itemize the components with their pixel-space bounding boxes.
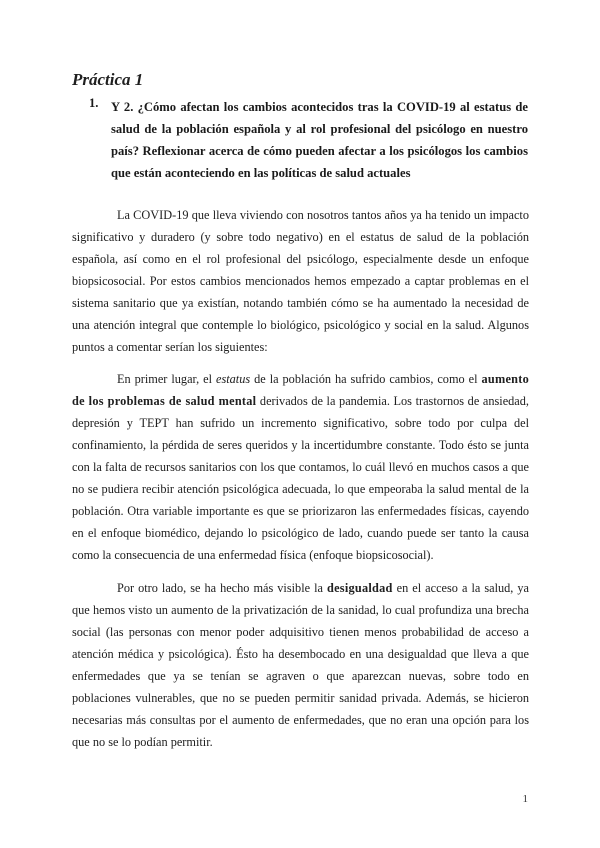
paragraph-health-status-block [72, 368, 529, 566]
paragraph-intro-block [72, 204, 529, 358]
bold-mental-health-increase: aumento de los problemas de salud mental [72, 372, 529, 408]
emphasis-estatus: estatus [216, 372, 251, 386]
page-number: 1 [522, 793, 528, 805]
paragraph-inequality-pre: Por otro lado, se ha hecho más visible la [117, 581, 327, 595]
page-title: Práctica 1 [72, 70, 144, 89]
paragraph-intro: La COVID-19 que lleva viviendo con nosotros tantos años ya ha tenido un impacto significativo y duradero (y sobre todo negativo) en el estatus de salud de la población española, así como en el rol profesional del psicólogo, especialmente desde un enfoque biopsicosocial. Por estos cambios mencionados hemos empezado a captar problemas en el sistema sanitario que ya existían, notando también cómo se ha aumentado la necesidad de una atención integral que contemple lo biológico, psicológico y social en la salud. Algunos puntos a comentar serían los siguientes: [72, 208, 529, 354]
paragraph-health-status-pre: En primer lugar, el [117, 372, 216, 386]
bold-inequality: desigualdad [327, 581, 393, 595]
question-item [89, 96, 528, 184]
paragraph-inequality-block [72, 577, 529, 753]
question-number: 1. [89, 96, 99, 110]
paragraph-health-status-post: derivados de la pandemia. Los trastornos de ansiedad, depresión y TEPT han sufrido un incremento significativo, sobre todo por culpa del confinamiento, la pérdida de seres queridos y la incertidumbre constante. Todo ésto se junta con la falta de recursos sanitarios con los que contamos, lo cuál llevó en muchos casos a que no se pudiera recibir atención psicológica adecuada, lo que empeoraba la salud mental de la población. Otra variable importante es que se priorizaron las enfermedades físicas, cayendo en el enfoque biomédico, dejando lo psicológico de lado, cuando puede ser tanto la causa como la consecuencia de una enfermedad física (enfoque biopsicosocial). [72, 394, 529, 562]
paragraph-health-status-mid: de la población ha sufrido cambios, como el [250, 372, 482, 386]
paragraph-inequality [72, 577, 529, 753]
paragraph-health-status [72, 368, 529, 566]
question-text: Y 2. ¿Cómo afectan los cambios acontecidos tras la COVID-19 al estatus de salud de la población española y al rol profesional del psicólogo en nuestro país? Reflexionar acerca de cómo pueden afectar a los psicólogos los cambios que están aconteciendo en las políticas de salud actuales [111, 100, 528, 180]
paragraph-inequality-post: en el acceso a la salud, ya que hemos visto un aumento de la privatización de la sanidad, lo cual profundiza una brecha social (las personas con menor poder adquisitivo tienen menos probabilidad de acceso a atención médica y psicológica). Ésto ha desembocado en una desigualdad que lleva a que enfermedades que ya se tenían se agraven o que aparezcan nuevas, sobre todo en poblaciones vulnerables, que no se pueden permitir sanidad privada. Además, se hicieron necesarias más consultas por el aumento de enfermedades, que no eran una opción para los que no se lo podían permitir. [72, 581, 529, 749]
